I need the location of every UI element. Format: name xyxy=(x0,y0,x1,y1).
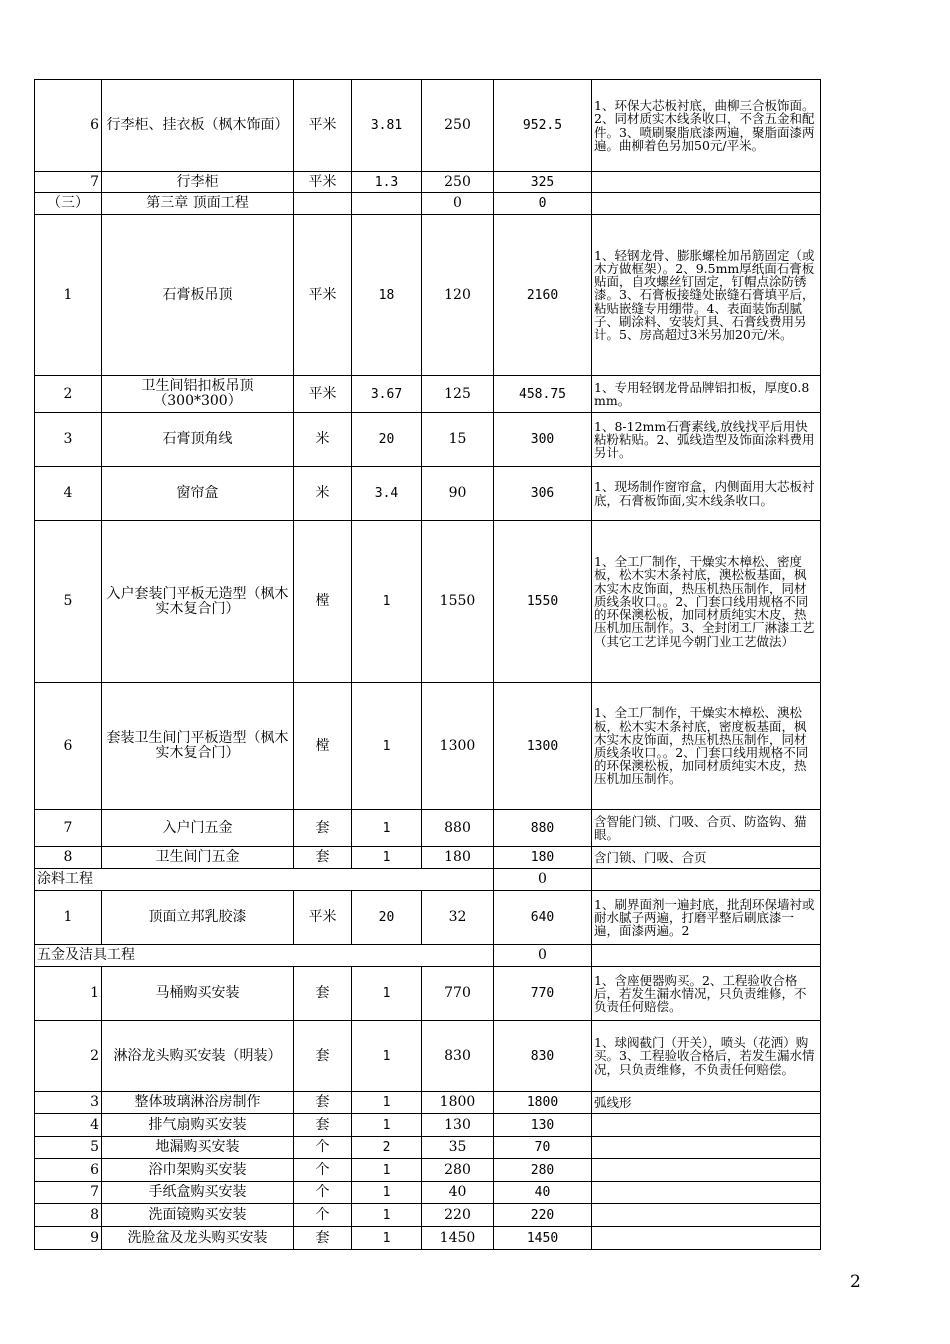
cell-item-name: 卫生间铝扣板吊顶（300*300） xyxy=(102,376,294,413)
cell-unit-price: 1550 xyxy=(422,521,494,683)
cell-unit-price: 220 xyxy=(422,1204,494,1227)
cell-unit: 平米 xyxy=(294,215,352,376)
cell-unit-price: 1450 xyxy=(422,1227,494,1250)
cell-unit-price: 1300 xyxy=(422,683,494,810)
cell-unit: 平米 xyxy=(294,891,352,945)
cell-number: 2 xyxy=(35,1021,102,1092)
cell-note: 1、现场制作窗帘盒，内侧面用大芯板衬底，石膏板饰面,实木线条收口。 xyxy=(592,467,821,521)
cell-item-name: 整体玻璃淋浴房制作 xyxy=(102,1092,294,1114)
cell-item-name: 顶面立邦乳胶漆 xyxy=(102,891,294,945)
cell-unit-price: 1800 xyxy=(422,1092,494,1114)
cell-unit-price: 120 xyxy=(422,215,494,376)
cell-unit: 套 xyxy=(294,967,352,1021)
table-row xyxy=(35,215,821,376)
cell-unit: 个 xyxy=(294,1182,352,1204)
table-row xyxy=(35,172,821,193)
cell-note: 含门锁、门吸、合页 xyxy=(592,847,821,869)
table-row xyxy=(35,1159,821,1182)
cell-total: 458.75 xyxy=(494,376,592,413)
cell-number: 1 xyxy=(35,967,102,1021)
cell-unit: 套 xyxy=(294,1021,352,1092)
table-row xyxy=(35,1114,821,1137)
cell-unit: 樘 xyxy=(294,521,352,683)
cell-quantity: 1 xyxy=(352,1204,422,1227)
cell-total: 220 xyxy=(494,1204,592,1227)
cell-number: 8 xyxy=(35,847,102,869)
table-row xyxy=(35,683,821,810)
cell-item-name: 石膏顶角线 xyxy=(102,413,294,467)
cell-item-name: 洗脸盆及龙头购买安装 xyxy=(102,1227,294,1250)
cell-number: 4 xyxy=(35,467,102,521)
cell-unit-price: 280 xyxy=(422,1159,494,1182)
cell-unit: 平米 xyxy=(294,172,352,193)
table-row xyxy=(35,967,821,1021)
cell-item-name: 地漏购买安装 xyxy=(102,1137,294,1159)
cell-unit-price: 830 xyxy=(422,1021,494,1092)
cell-total: 952.5 xyxy=(494,80,592,172)
section-row xyxy=(35,945,821,967)
cell-number: 3 xyxy=(35,413,102,467)
cell-number: （三） xyxy=(35,193,102,215)
cell-unit-price: 32 xyxy=(422,891,494,945)
cell-quantity: 1 xyxy=(352,1182,422,1204)
cell-number: 7 xyxy=(35,172,102,193)
cell-number: 3 xyxy=(35,1092,102,1114)
cell-unit: 平米 xyxy=(294,80,352,172)
cell-item-name: 卫生间门五金 xyxy=(102,847,294,869)
cell-item-name: 浴巾架购买安装 xyxy=(102,1159,294,1182)
cell-note: 1、环保大芯板衬底，曲柳三合板饰面。2、同材质实木线条收口，不含五金和配件。3、喷刷聚脂底漆两遍，聚脂面漆两遍。曲柳着色另加50元/平米。 xyxy=(592,80,821,172)
cell-item-name: 套装卫生间门平板造型（枫木实木复合门） xyxy=(102,683,294,810)
cell-unit-price: 0 xyxy=(422,193,494,215)
cell-number: 7 xyxy=(35,1182,102,1204)
cell-quantity: 18 xyxy=(352,215,422,376)
cell-total: 830 xyxy=(494,1021,592,1092)
cell-total: 1300 xyxy=(494,683,592,810)
cell-item-name: 石膏板吊顶 xyxy=(102,215,294,376)
cell-quantity: 3.67 xyxy=(352,376,422,413)
cell-item-name: 第三章 顶面工程 xyxy=(102,193,294,215)
cell-unit-price: 180 xyxy=(422,847,494,869)
cell-item-name: 马桶购买安装 xyxy=(102,967,294,1021)
table-row xyxy=(35,1204,821,1227)
cell-note: 1、刷界面剂一遍封底，批刮环保墙衬或耐水腻子两遍，打磨平整后刷底漆一遍，面漆两遍。2 xyxy=(592,891,821,945)
cell-quantity: 20 xyxy=(352,413,422,467)
cell-number: 5 xyxy=(35,1137,102,1159)
cell-number: 6 xyxy=(35,683,102,810)
cell-number: 6 xyxy=(35,80,102,172)
cell-note: 1、专用轻钢龙骨品牌铝扣板，厚度0.8mm。 xyxy=(592,376,821,413)
section-title: 涂料工程 xyxy=(35,869,494,891)
cell-total: 40 xyxy=(494,1182,592,1204)
cell-quantity: 3.4 xyxy=(352,467,422,521)
cell-unit: 米 xyxy=(294,413,352,467)
cell-unit: 套 xyxy=(294,1114,352,1137)
cell-quantity: 1 xyxy=(352,683,422,810)
cell-total: 280 xyxy=(494,1159,592,1182)
table-row xyxy=(35,1137,821,1159)
cell-unit-price: 40 xyxy=(422,1182,494,1204)
cell-total: 0 xyxy=(494,869,592,891)
cell-note xyxy=(592,1159,821,1182)
cell-unit: 个 xyxy=(294,1159,352,1182)
cell-total: 180 xyxy=(494,847,592,869)
cell-total: 880 xyxy=(494,810,592,847)
quote-table xyxy=(34,79,821,1250)
cell-note: 弧线形 xyxy=(592,1092,821,1114)
cell-quantity: 1 xyxy=(352,847,422,869)
table-row xyxy=(35,810,821,847)
cell-unit-price: 250 xyxy=(422,80,494,172)
cell-number: 1 xyxy=(35,891,102,945)
table-row xyxy=(35,80,821,172)
table-row xyxy=(35,467,821,521)
table-row xyxy=(35,376,821,413)
cell-unit-price: 250 xyxy=(422,172,494,193)
cell-quantity: 1 xyxy=(352,1159,422,1182)
cell-number: 8 xyxy=(35,1204,102,1227)
cell-total: 325 xyxy=(494,172,592,193)
cell-total: 640 xyxy=(494,891,592,945)
cell-item-name: 窗帘盒 xyxy=(102,467,294,521)
cell-total: 130 xyxy=(494,1114,592,1137)
cell-note xyxy=(592,869,821,891)
cell-note: 1、含座便器购买。2、工程验收合格后，若发生漏水情况，只负责维修，不负责任何赔偿。 xyxy=(592,967,821,1021)
section-title: 五金及洁具工程 xyxy=(35,945,494,967)
cell-total: 70 xyxy=(494,1137,592,1159)
cell-number: 6 xyxy=(35,1159,102,1182)
cell-unit: 套 xyxy=(294,810,352,847)
cell-note: 1、8-12mm石膏素线,放线找平后用快粘粉粘贴。2、弧线造型及饰面涂料费用另计。 xyxy=(592,413,821,467)
cell-quantity: 1 xyxy=(352,810,422,847)
table-row xyxy=(35,1182,821,1204)
cell-unit: 套 xyxy=(294,1092,352,1114)
cell-number: 5 xyxy=(35,521,102,683)
cell-number: 4 xyxy=(35,1114,102,1137)
cell-number: 9 xyxy=(35,1227,102,1250)
cell-total: 2160 xyxy=(494,215,592,376)
cell-unit-price: 35 xyxy=(422,1137,494,1159)
cell-item-name: 排气扇购买安装 xyxy=(102,1114,294,1137)
cell-quantity: 1.3 xyxy=(352,172,422,193)
cell-item-name: 洗面镜购买安装 xyxy=(102,1204,294,1227)
cell-unit-price: 125 xyxy=(422,376,494,413)
cell-item-name: 手纸盒购买安装 xyxy=(102,1182,294,1204)
cell-total: 770 xyxy=(494,967,592,1021)
cell-item-name: 行李柜、挂衣板（枫木饰面） xyxy=(102,80,294,172)
cell-unit-price: 90 xyxy=(422,467,494,521)
cell-note: 1、球阀截门（开关），喷头（花洒）购买。3、工程验收合格后，若发生漏水情况，只负责维修，不负责任何赔偿。 xyxy=(592,1021,821,1092)
cell-note xyxy=(592,193,821,215)
cell-note: 含智能门锁、门吸、合页、防盗钩、猫眼。 xyxy=(592,810,821,847)
cell-total: 0 xyxy=(494,193,592,215)
cell-unit: 樘 xyxy=(294,683,352,810)
cell-quantity: 3.81 xyxy=(352,80,422,172)
cell-note xyxy=(592,945,821,967)
cell-note xyxy=(592,1182,821,1204)
cell-unit: 米 xyxy=(294,467,352,521)
cell-total: 0 xyxy=(494,945,592,967)
cell-number: 7 xyxy=(35,810,102,847)
cell-quantity: 20 xyxy=(352,891,422,945)
cell-unit: 套 xyxy=(294,847,352,869)
cell-number: 2 xyxy=(35,376,102,413)
cell-unit xyxy=(294,193,352,215)
cell-item-name: 入户门五金 xyxy=(102,810,294,847)
cell-unit-price: 770 xyxy=(422,967,494,1021)
cell-unit-price: 130 xyxy=(422,1114,494,1137)
cell-quantity: 1 xyxy=(352,1227,422,1250)
cell-note: 1、全工厂制作，干燥实木樟松、澳松板，松木实木条衬底，密度板基面，枫木实木皮饰面，热压机热压制作，同材质线条收口。。2、门套口线用规格不同的环保澳松板，加同材质纯实木皮，热压机加压制作。 xyxy=(592,683,821,810)
cell-number: 1 xyxy=(35,215,102,376)
cell-unit: 套 xyxy=(294,1227,352,1250)
cell-total: 1450 xyxy=(494,1227,592,1250)
table-row xyxy=(35,413,821,467)
cell-note xyxy=(592,172,821,193)
cell-note: 1、全工厂制作，干燥实木樟松、密度板，松木实木条衬底，澳松板基面，枫木实木皮饰面，热压机热压制作，同材质线条收口。。2、门套口线用规格不同的环保澳松板，加同材质纯实木皮，热压机加压制作。3、全封闭工厂淋漆工艺（其它工艺详见今朝门业工艺做法） xyxy=(592,521,821,683)
table-row xyxy=(35,891,821,945)
cell-total: 300 xyxy=(494,413,592,467)
cell-note xyxy=(592,1137,821,1159)
cell-unit: 平米 xyxy=(294,376,352,413)
cell-quantity: 1 xyxy=(352,1114,422,1137)
page-number: 2 xyxy=(850,1272,861,1292)
cell-unit: 个 xyxy=(294,1204,352,1227)
cell-item-name: 淋浴龙头购买安装（明装） xyxy=(102,1021,294,1092)
cell-quantity: 2 xyxy=(352,1137,422,1159)
cell-quantity: 1 xyxy=(352,1021,422,1092)
cell-quantity xyxy=(352,193,422,215)
table-row xyxy=(35,1092,821,1114)
cell-item-name: 行李柜 xyxy=(102,172,294,193)
cell-note xyxy=(592,1227,821,1250)
cell-unit-price: 15 xyxy=(422,413,494,467)
table-row xyxy=(35,521,821,683)
section-row xyxy=(35,869,821,891)
table-row xyxy=(35,1227,821,1250)
cell-total: 1550 xyxy=(494,521,592,683)
cell-note xyxy=(592,1204,821,1227)
table-row xyxy=(35,193,821,215)
cell-unit-price: 880 xyxy=(422,810,494,847)
cell-total: 1800 xyxy=(494,1092,592,1114)
cell-note xyxy=(592,1114,821,1137)
cell-quantity: 1 xyxy=(352,967,422,1021)
table-row xyxy=(35,1021,821,1092)
cell-total: 306 xyxy=(494,467,592,521)
cell-note: 1、轻钢龙骨、膨胀螺栓加吊筋固定（或木方做框架）。2、9.5mm厚纸面石膏板贴面，自攻螺丝钉固定，钉帽点涂防锈漆。3、石膏板接缝处嵌缝石膏填平后，粘贴嵌缝专用绷带。4、表面装饰刮腻子、刷涂料、安装灯具、石膏线费用另计。5、房高超过3米另加20元/米。 xyxy=(592,215,821,376)
cell-quantity: 1 xyxy=(352,1092,422,1114)
cell-quantity: 1 xyxy=(352,521,422,683)
table-row xyxy=(35,847,821,869)
cell-unit: 个 xyxy=(294,1137,352,1159)
cell-item-name: 入户套装门平板无造型（枫木实木复合门） xyxy=(102,521,294,683)
